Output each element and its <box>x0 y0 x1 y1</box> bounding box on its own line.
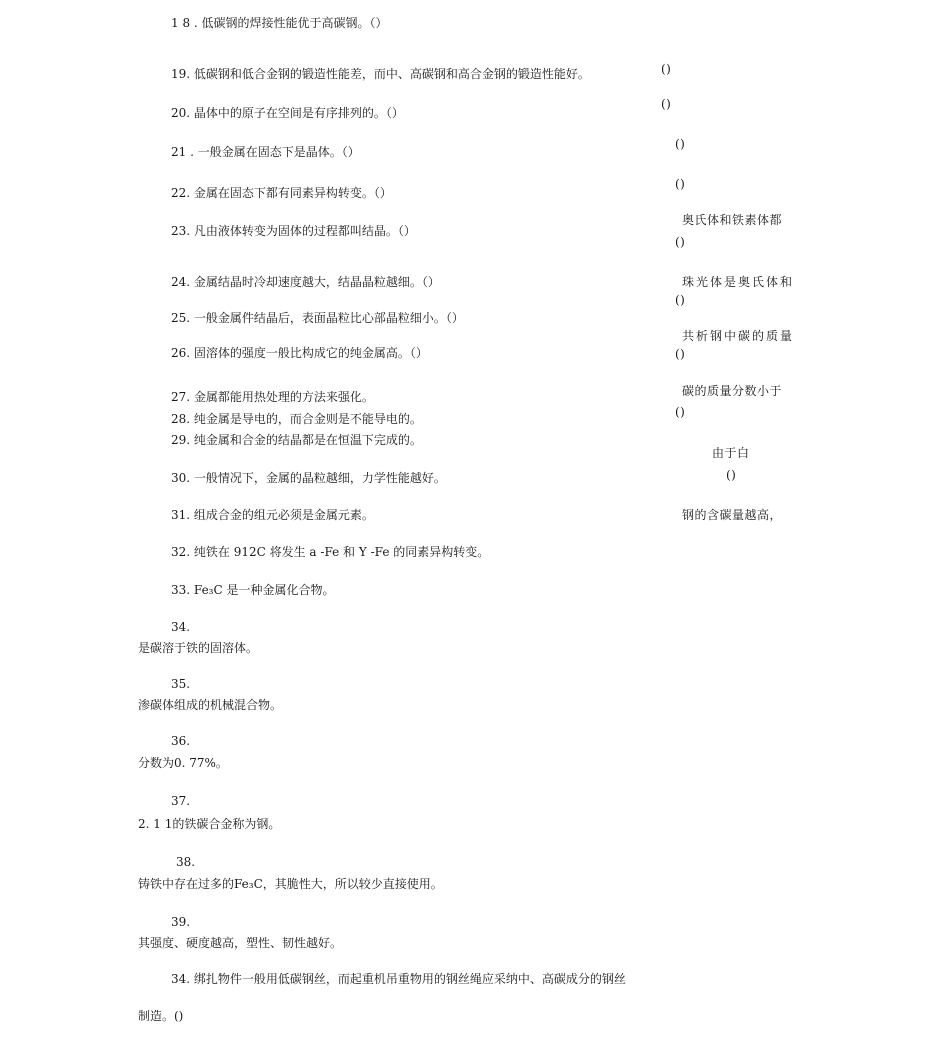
question-27: 27. 金属都能用热处理的方法来强化。 <box>171 390 374 404</box>
question-37-text: 2. 1 1的铁碳合金称为钢。 <box>138 817 281 831</box>
question-29: 29. 纯金属和合金的结晶都是在恒温下完成的。 <box>171 433 422 447</box>
question-25: 25. 一般金属件结晶后，表面晶粒比心部晶粒细小。（） <box>171 311 464 325</box>
question-35-number: 35. <box>171 677 191 691</box>
question-22: 22. 金属在固态下都有同素异构转变。（） <box>171 186 392 200</box>
question-19: 19. 低碳钢和低合金钢的锻造性能差，而中、高碳钢和高合金钢的锻造性能好。 <box>171 67 590 81</box>
question-38-number: 38. <box>176 855 196 869</box>
fragment-39: 钢的含碳量越高， <box>682 508 783 522</box>
question-20: 20. 晶体中的原子在空间是有序排列的。（） <box>171 106 404 120</box>
question-21: 21 . 一般金属在固态下是晶体。（） <box>171 145 360 159</box>
question-34-number: 34. <box>171 620 191 634</box>
question-37-number: 37. <box>171 794 191 808</box>
answer-parens-35: () <box>675 293 686 307</box>
question-26: 26. 固溶体的强度一般比构成它的纯金属高。（） <box>171 346 428 360</box>
answer-parens-36: () <box>675 347 686 361</box>
question-33: 33. Fe₃C 是一种金属化合物。 <box>171 583 335 597</box>
question-24: 24. 金属结晶时冷却速度越大，结晶晶粒越细。（） <box>171 275 440 289</box>
question-36-text: 分数为0. 77%。 <box>138 756 228 770</box>
question-30: 30. 一般情况下，金属的晶粒越细，力学性能越好。 <box>171 471 446 485</box>
question-39-number: 39. <box>171 915 191 929</box>
answer-parens-34: () <box>675 235 686 249</box>
answer-parens-19: () <box>661 62 672 76</box>
question-34b: 34. 绑扎物件一般用低碳钢丝，而起重机吊重物用的钢丝绳应采纳中、高碳成分的钢丝 <box>171 972 626 986</box>
answer-parens-38: () <box>726 468 737 482</box>
question-31: 31. 组成合金的组元必须是金属元素。 <box>171 508 374 522</box>
question-36-number: 36. <box>171 734 191 748</box>
question-23: 23. 凡由液体转变为固体的过程都叫结晶。（） <box>171 224 416 238</box>
answer-parens-21: () <box>675 137 686 151</box>
fragment-38: 由于白 <box>712 446 750 460</box>
question-34-text: 是碳溶于铁的固溶体。 <box>138 641 259 655</box>
fragment-36: 共析钢中碳的质量 <box>682 329 795 343</box>
question-34b-end: 制造。() <box>138 1009 184 1023</box>
fragment-34: 奥氏体和铁素体都 <box>682 213 783 227</box>
fragment-37: 碳的质量分数小于 <box>682 384 783 398</box>
question-28: 28. 纯金属是导电的，而合金则是不能导电的。 <box>171 412 422 426</box>
question-35-text: 渗碳体组成的机械混合物。 <box>138 698 283 712</box>
question-39-text: 其强度、硬度越高，塑性、韧性越好。 <box>138 936 343 950</box>
question-38-text: 铸铁中存在过多的Fe₃C，其脆性大，所以较少直接使用。 <box>138 877 443 891</box>
answer-parens-37: () <box>675 405 686 419</box>
answer-parens-20: () <box>661 97 672 111</box>
answer-parens-22: () <box>675 177 686 191</box>
question-32: 32. 纯铁在 912C 将发生 a -Fe 和 Y -Fe 的同素异构转变。 <box>171 545 490 559</box>
fragment-35: 珠光体是奥氏体和 <box>682 275 795 289</box>
question-18: 1 8 . 低碳钢的焊接性能优于高碳钢。（） <box>171 16 388 30</box>
